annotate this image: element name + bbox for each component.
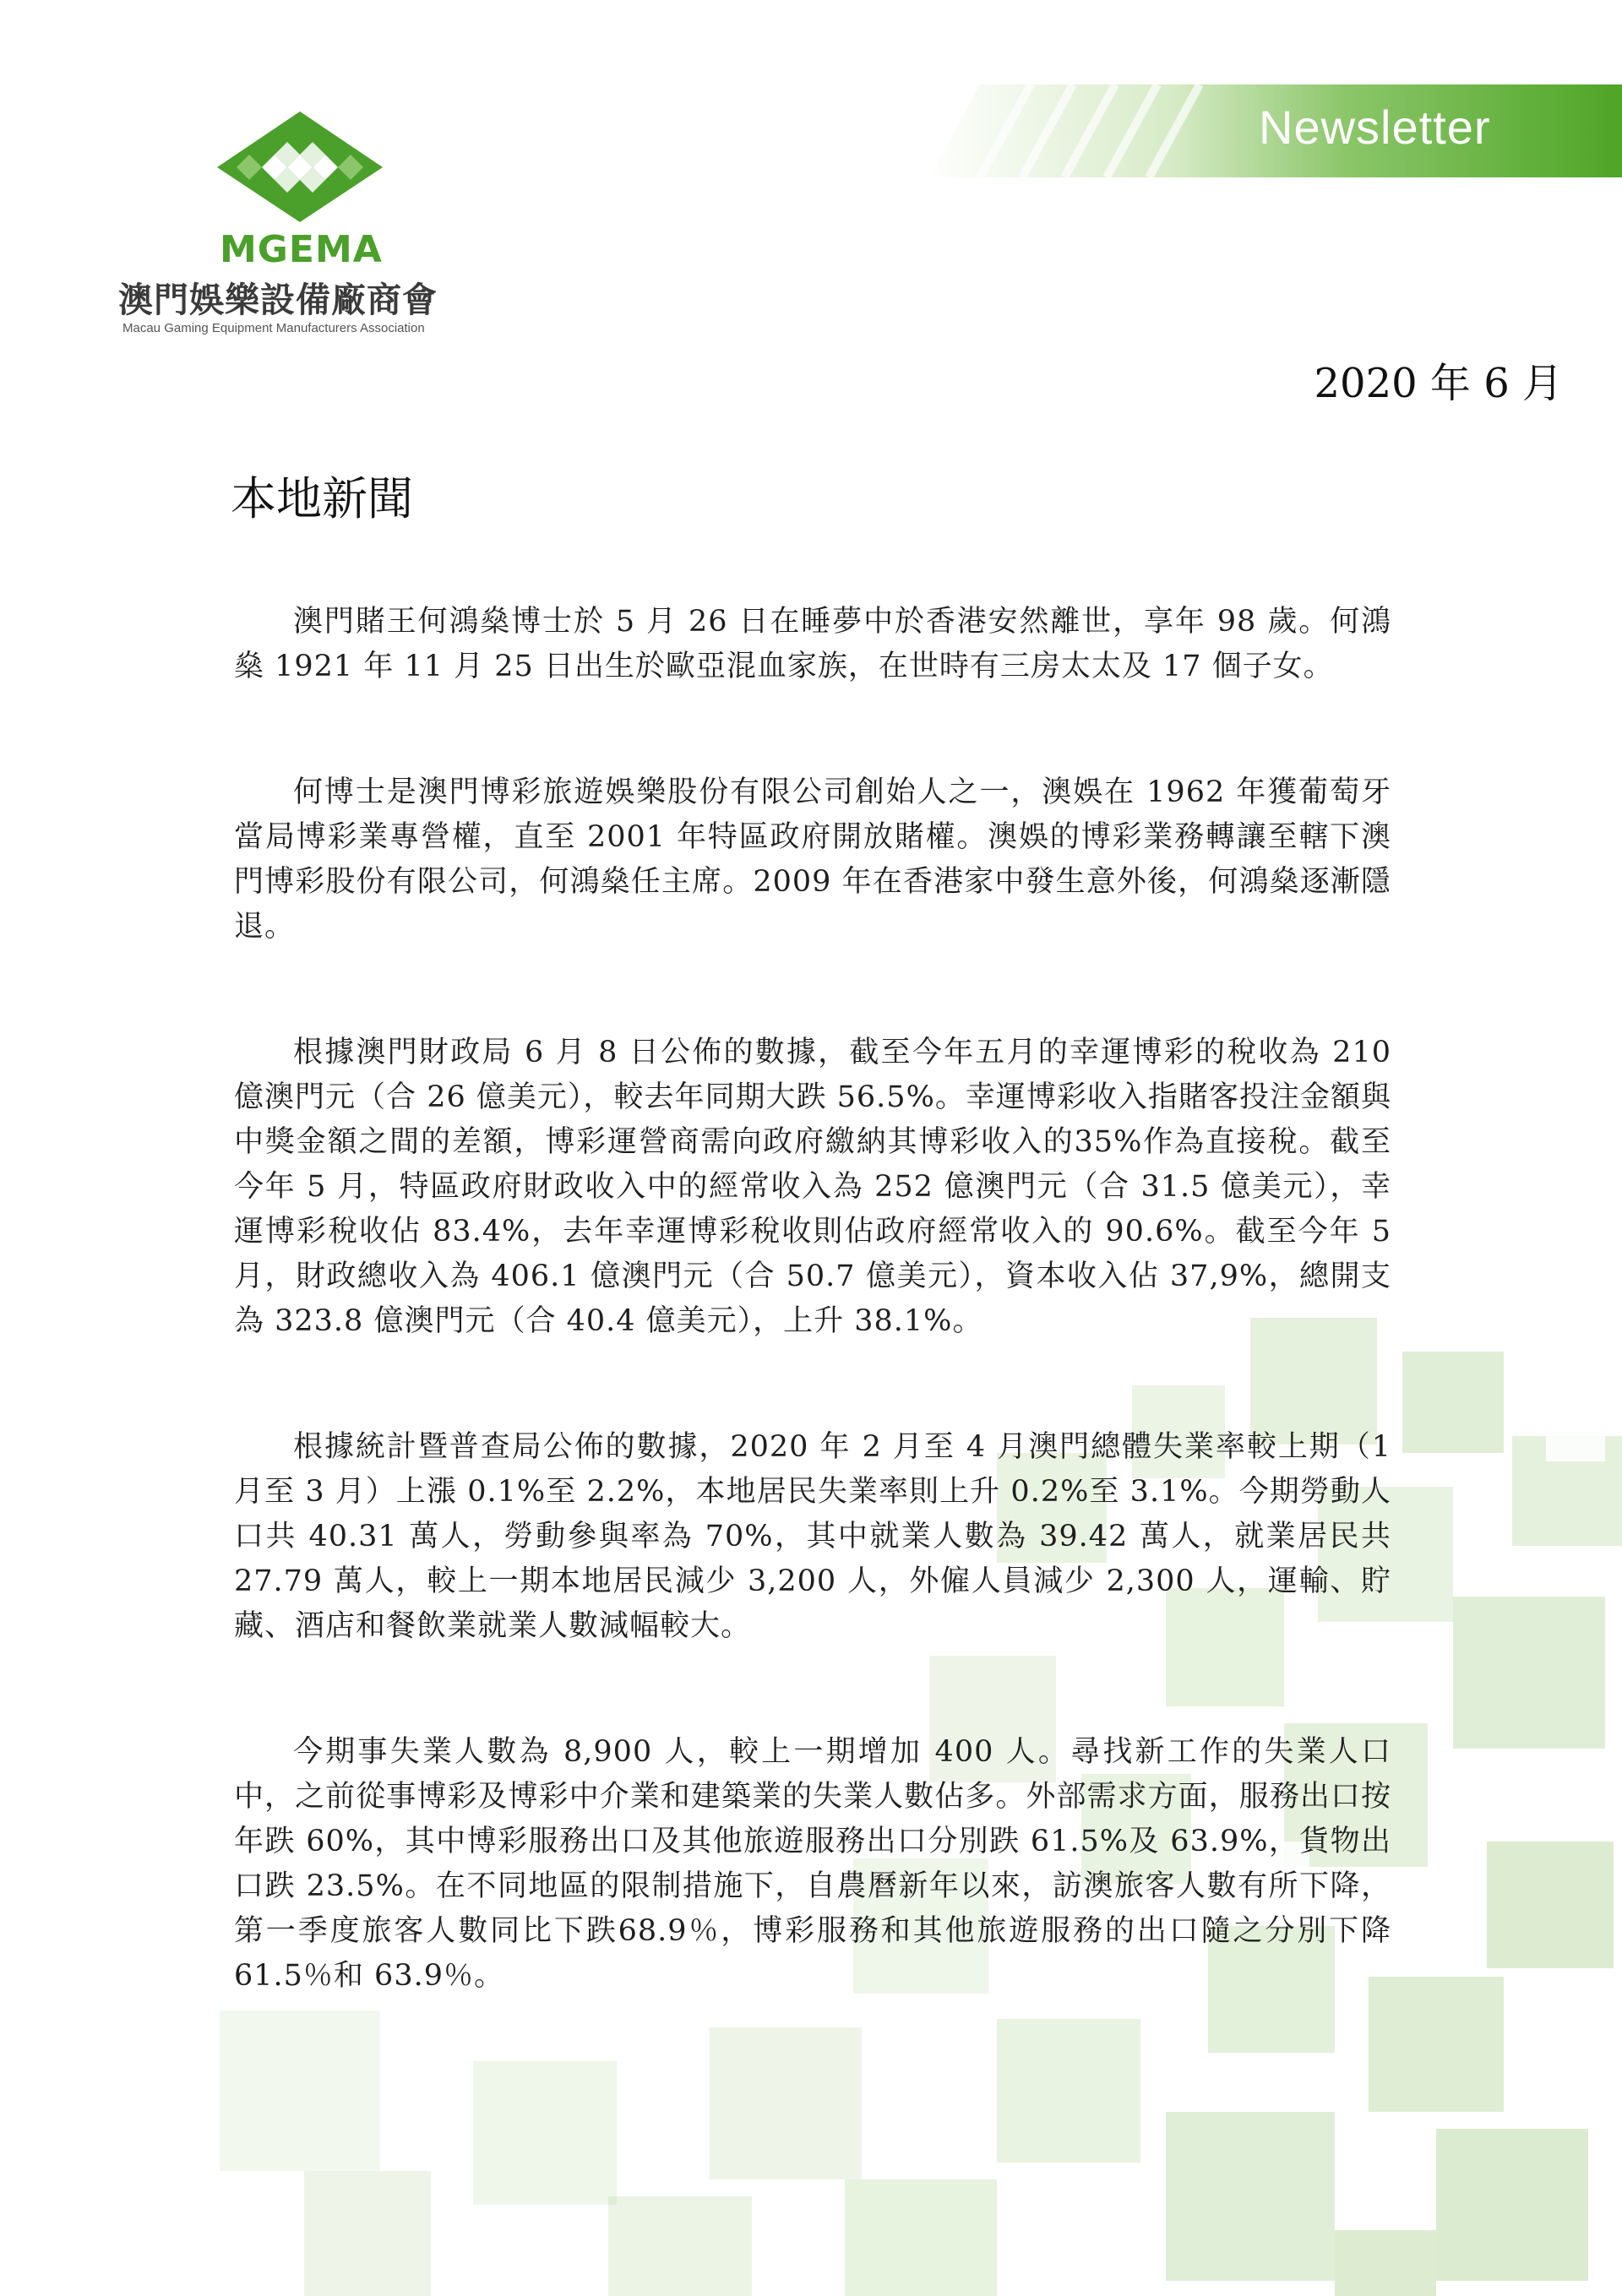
logo-mark-icon (215, 110, 384, 224)
article-body (234, 600, 1391, 2080)
logo (118, 110, 490, 346)
logo-name-chinese: 澳門娛樂設備廠商會 (118, 280, 438, 320)
logo-name-english: Macau Gaming Equipment Manufacturers Association (122, 321, 425, 335)
paragraph: 根據統計暨普查局公佈的數據，2020 年 2 月至 4 月澳門總體失業率較上期（1 月至 3 月）上漲 0.1%至 2.2%，本地居民失業率則上升 0.2%至 3.1%。今期勞動人口共 40.31 萬人，勞動參與率為 70%，其中就業人數為 39.42 萬人，就業居民共 27.79 萬人，較上一期本地居民減少 3,200 人，外僱人員減少 2,300 人，運輸、貯藏、酒店和餐飲業就業人數減幅較大。 (234, 1430, 1391, 1643)
paragraph: 今期事失業人數為 8,900 人，較上一期增加 400 人。尋找新工作的失業人口中，之前從事博彩及博彩中介業和建築業的失業人數佔多。外部需求方面，服務出口按年跌 60%，其中博彩服務出口及其他旅遊服務出口分別跌 61.5%及 63.9%，貨物出口跌 23.5%。在不同地區的限制措施下，自農曆新年以來，訪澳旅客人數有所下降，第一季度旅客人數同比下跌68.9％，博彩服務和其他旅遊服務的出口隨之分別下降 61.5％和 63.9％。 (234, 1735, 1391, 1993)
paragraph: 根據澳門財政局 6 月 8 日公佈的數據，截至今年五月的幸運博彩的稅收為 210 億澳門元（合 26 億美元），較去年同期大跌 56.5%。幸運博彩收入指賭客投注金額與中獎金額之間的差額，博彩運營商需向政府繳納其博彩收入的35%作為直接稅。截至今年 5 月，特區政府財政收入中的經常收入為 252 億澳門元（合 31.5 億美元），幸運博彩稅收佔 83.4%，去年幸運博彩稅收則佔政府經常收入的 90.6%。截至今年 5 月，財政總收入為 406.1 億澳門元（合 50.7 億美元），資本收入佔 37,9%，總開支為 323.8 億澳門元（合 40.4 億美元），上升 38.1%。 (234, 1036, 1391, 1338)
paragraph: 澳門賭王何鴻燊博士於 5 月 26 日在睡夢中於香港安然離世，享年 98 歲。何鴻燊 1921 年 11 月 25 日出生於歐亞混血家族，在世時有三房太太及 17 個子女。 (234, 605, 1391, 683)
logo-abbreviation: MGEMA (220, 228, 383, 271)
section-title: 本地新聞 (231, 472, 413, 525)
issue-date: 2020 年 6 月 (1314, 360, 1563, 407)
paragraph: 何博士是澳門博彩旅遊娛樂股份有限公司創始人之一，澳娛在 1962 年獲葡萄牙當局博彩業專營權，直至 2001 年特區政府開放賭權。澳娛的博彩業務轉讓至轄下澳門博彩股份有限公司，何鴻燊任主席。2009 年在香港家中發生意外後，何鴻燊逐漸隱退。 (234, 775, 1391, 944)
newsletter-title: Newsletter (1259, 101, 1491, 154)
